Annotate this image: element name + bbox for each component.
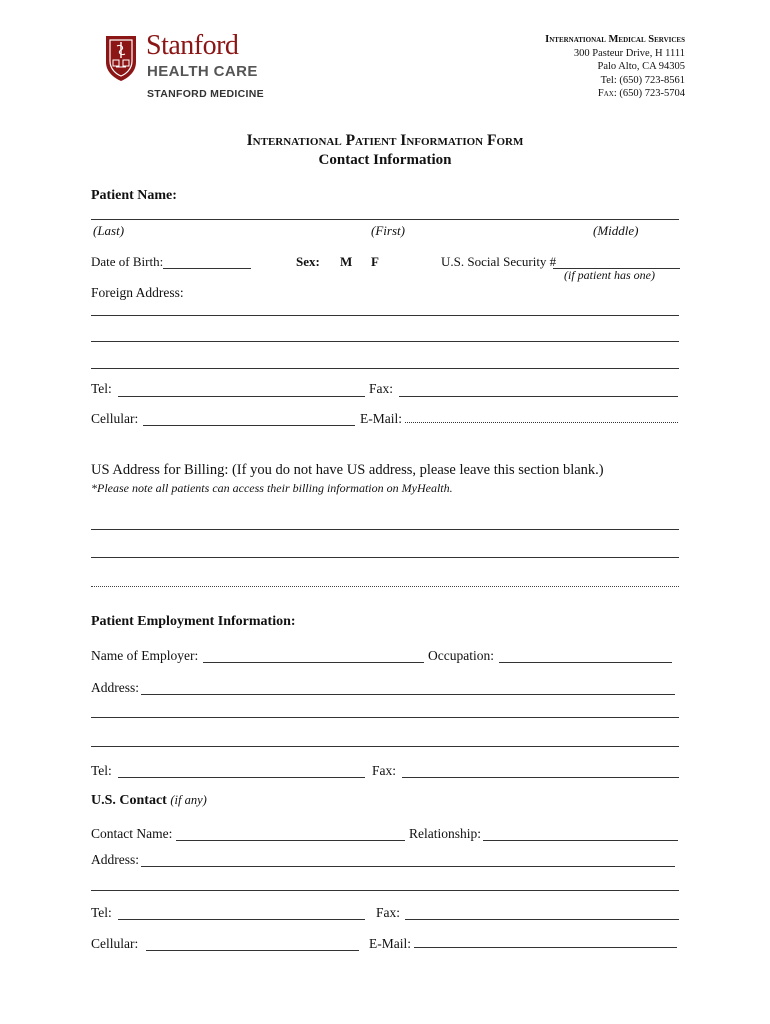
billing-address-line-3[interactable] xyxy=(91,586,679,587)
employment-heading: Patient Employment Information: xyxy=(91,614,296,629)
patient-name-heading: Patient Name: xyxy=(91,188,177,203)
logo-sub-stanford-medicine: STANFORD MEDICINE xyxy=(147,88,264,100)
employment-fax-label: Fax: xyxy=(372,763,397,778)
department-name: International Medical Services xyxy=(545,34,685,45)
contact-fax-field[interactable] xyxy=(405,919,679,920)
employer-field[interactable] xyxy=(203,662,424,663)
contact-tel-field[interactable] xyxy=(118,919,365,920)
patient-tel-label: Tel: xyxy=(91,381,112,396)
dob-field[interactable] xyxy=(163,268,251,269)
contact-address-field[interactable] xyxy=(141,866,675,867)
foreign-address-label: Foreign Address: xyxy=(91,285,184,300)
us-contact-heading xyxy=(91,793,207,809)
patient-cellular-field[interactable] xyxy=(143,425,355,426)
employment-address-field[interactable] xyxy=(141,694,675,695)
employment-address-label: Address: xyxy=(91,680,139,695)
billing-address-line-2[interactable] xyxy=(91,557,679,558)
contact-cellular-label: Cellular: xyxy=(91,936,139,951)
billing-heading: US Address for Billing: (If you do not have US address, please leave this section blank.) xyxy=(91,462,604,478)
relationship-label: Relationship: xyxy=(409,826,481,841)
address-fax: Fax: (650) 723-5704 xyxy=(597,88,685,99)
patient-cellular-label: Cellular: xyxy=(91,411,139,426)
stanford-shield-icon xyxy=(104,34,138,82)
employment-fax-field[interactable] xyxy=(402,777,679,778)
occupation-field[interactable] xyxy=(499,662,672,663)
sex-label: Sex: xyxy=(296,254,320,269)
contact-name-field[interactable] xyxy=(176,840,405,841)
contact-fax-label: Fax: xyxy=(376,905,401,920)
dob-label: Date of Birth: xyxy=(91,254,164,269)
patient-fax-field[interactable] xyxy=(399,396,678,397)
ssn-note: (if patient has one) xyxy=(564,268,655,282)
form-title: International Patient Information Form xyxy=(246,132,524,149)
patient-tel-field[interactable] xyxy=(118,396,365,397)
contact-email-label: E-Mail: xyxy=(369,936,411,951)
relationship-field[interactable] xyxy=(483,840,678,841)
contact-address-label: Address: xyxy=(91,852,139,867)
first-name-label: (First) xyxy=(371,223,405,238)
ssn-label: U.S. Social Security # xyxy=(441,254,557,269)
foreign-address-line-3[interactable] xyxy=(91,368,679,369)
billing-address-line-1[interactable] xyxy=(91,529,679,530)
contact-address-line-2[interactable] xyxy=(91,890,679,891)
sex-option-f[interactable]: F xyxy=(371,254,379,269)
us-contact-note: (if any) xyxy=(170,793,207,807)
billing-note: *Please note all patients can access their billing information on MyHealth. xyxy=(91,481,453,495)
address-street: 300 Pasteur Drive, H 1111 xyxy=(573,47,685,59)
employment-tel-label: Tel: xyxy=(91,763,112,778)
address-block xyxy=(545,33,685,101)
occupation-label: Occupation: xyxy=(428,648,494,663)
foreign-address-line-1[interactable] xyxy=(91,315,679,316)
patient-email-field[interactable] xyxy=(405,422,678,423)
contact-cellular-field[interactable] xyxy=(146,950,359,951)
middle-name-label: (Middle) xyxy=(593,223,639,238)
address-tel: Tel: (650) 723-8561 xyxy=(600,74,685,86)
contact-email-field[interactable] xyxy=(414,947,677,948)
contact-name-label: Contact Name: xyxy=(91,826,173,841)
foreign-address-line-2[interactable] xyxy=(91,341,679,342)
patient-name-line[interactable] xyxy=(91,219,679,220)
logo-sub-health-care: HEALTH CARE xyxy=(147,63,258,80)
us-contact-title: U.S. Contact xyxy=(91,793,167,808)
form-subtitle: Contact Information xyxy=(318,152,452,168)
employer-label: Name of Employer: xyxy=(91,648,199,663)
sex-option-m[interactable]: M xyxy=(340,254,353,269)
patient-fax-label: Fax: xyxy=(369,381,394,396)
patient-email-label: E-Mail: xyxy=(360,411,402,426)
employment-address-line-2[interactable] xyxy=(91,717,679,718)
address-city: Palo Alto, CA 94305 xyxy=(597,61,685,72)
logo-name: Stanford xyxy=(146,30,239,61)
last-name-label: (Last) xyxy=(93,223,125,238)
employment-tel-field[interactable] xyxy=(118,777,365,778)
contact-tel-label: Tel: xyxy=(91,905,112,920)
employment-address-line-3[interactable] xyxy=(91,746,679,747)
